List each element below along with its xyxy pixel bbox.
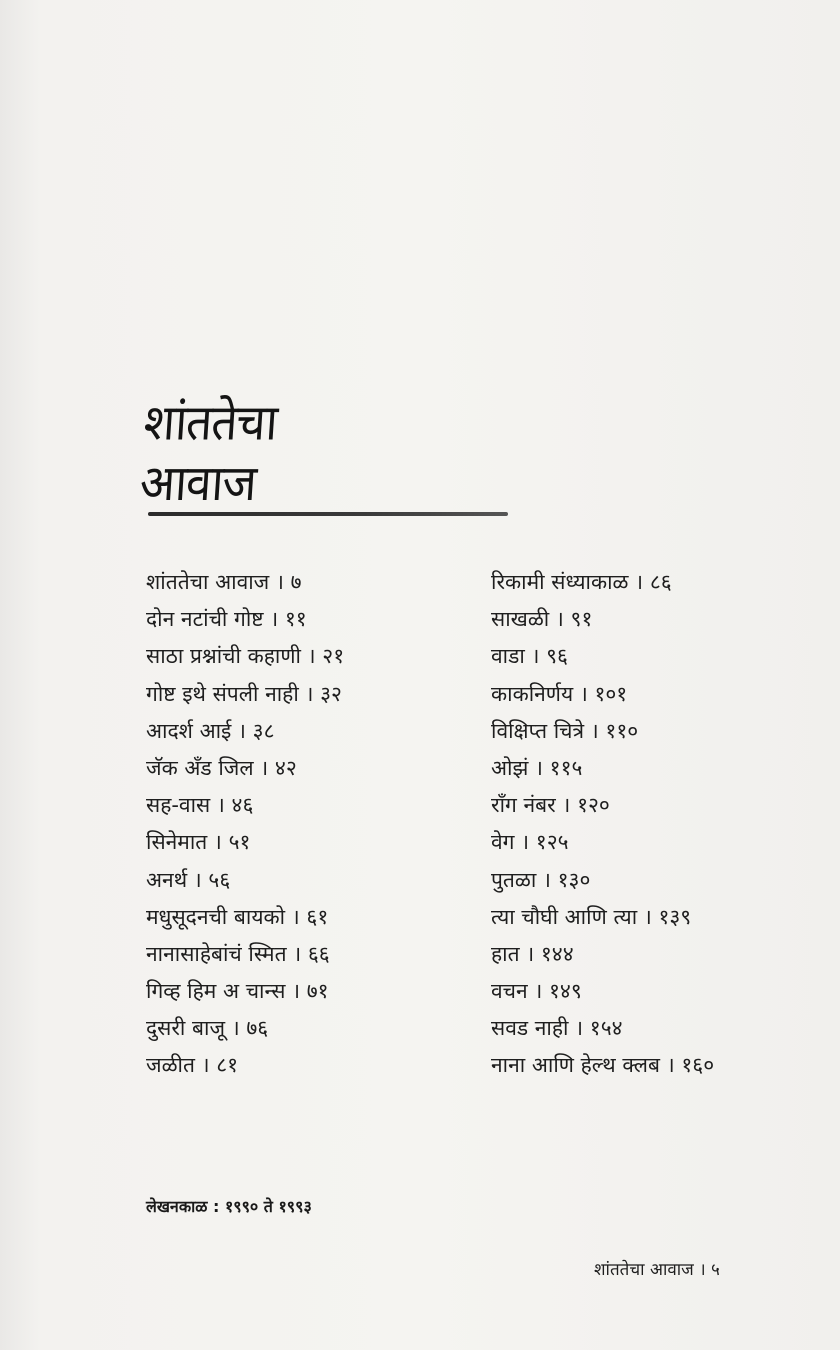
- toc-entry: सवड नाही । १५४: [491, 1016, 623, 1041]
- toc-entry: जॅक अँड जिल । ४२: [146, 755, 297, 780]
- toc-entry: जळीत । ८१: [146, 1053, 239, 1078]
- writing-period: लेखनकाळ : १९९० ते १९९३: [146, 1197, 312, 1216]
- toc-entry: सिनेमात । ५१: [146, 830, 251, 855]
- toc-entry: पुतळा । १३०: [491, 867, 591, 892]
- toc-column-left: [146, 564, 344, 1085]
- toc-column-right: [491, 564, 714, 1085]
- toc-entry: विक्षिप्त चित्रे । ११०: [491, 718, 639, 743]
- title-line-2: आवाज: [138, 453, 258, 512]
- toc-entry: रिकामी संध्याकाळ । ८६: [491, 570, 672, 594]
- toc-entry: गोष्ट इथे संपली नाही । ३२: [146, 681, 342, 706]
- toc-entry: वेग । १२५: [491, 830, 569, 855]
- toc-entry: वाडा । ९६: [491, 644, 568, 669]
- toc-entry: साखळी । ९१: [491, 607, 593, 632]
- toc-entry: सह-वास । ४६: [146, 793, 254, 818]
- toc-entry: नानासाहेबांचं स्मित । ६६: [146, 941, 330, 966]
- toc-entry: हात । १४४: [491, 941, 574, 966]
- title-line-1: शांततेचा: [142, 393, 279, 452]
- book-title: [138, 392, 279, 513]
- toc-entry: आदर्श आई । ३८: [146, 718, 275, 743]
- toc-entry: ओझं । ११५: [491, 755, 583, 780]
- toc-entry: दोन नटांची गोष्ट । ११: [146, 607, 307, 632]
- toc-entry: मधुसूदनची बायको । ६१: [146, 904, 329, 929]
- title-underline: [148, 512, 508, 516]
- toc-entry: नाना आणि हेल्थ क्लब । १६०: [491, 1053, 715, 1078]
- toc-entry: शांततेचा आवाज । ७: [146, 570, 302, 594]
- toc-entry: गिव्ह हिम अ चान्स । ७१: [146, 979, 329, 1004]
- toc-entry: अनर्थ । ५६: [146, 867, 231, 892]
- page-footer: शांततेचा आवाज । ५: [594, 1260, 720, 1280]
- toc-entry: दुसरी बाजू । ७६: [146, 1016, 269, 1041]
- toc-entry: साठा प्रश्नांची कहाणी । २१: [146, 644, 345, 669]
- toc-entry: राँग नंबर । १२०: [491, 793, 610, 818]
- toc-entry: त्या चौघी आणि त्या । १३९: [491, 904, 692, 929]
- toc-entry: वचन । १४९: [491, 979, 582, 1004]
- toc-entry: काकनिर्णय । १०१: [491, 681, 628, 706]
